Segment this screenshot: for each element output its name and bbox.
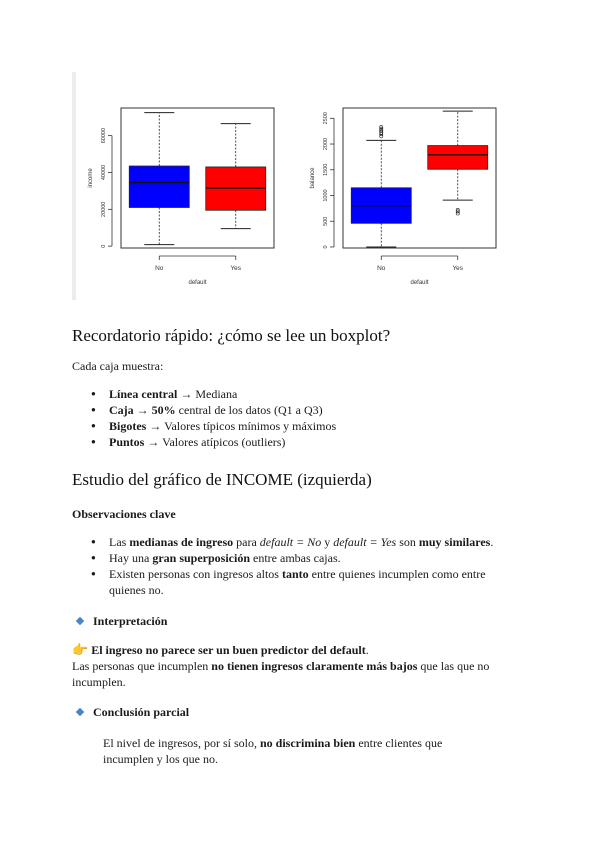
- y-tick-label: 40000: [101, 164, 107, 181]
- observations-title: Observaciones clave: [72, 507, 176, 521]
- x-tick-label: Yes: [452, 265, 464, 272]
- balance-boxplot: [298, 100, 508, 290]
- conclusion-title: Conclusión parcial: [77, 705, 189, 720]
- heading-income-study: Estudio del gráfico de INCOME (izquierda): [72, 470, 372, 489]
- conclusion-body: El nivel de ingresos, por sí solo, no discrimina bien entre clientes que incumplen y los que no.: [103, 736, 443, 766]
- box-no: [129, 166, 189, 207]
- income-boxplot: [76, 100, 286, 290]
- y-tick-label: 0: [101, 244, 107, 248]
- pointing-hand-icon: 👉: [72, 642, 89, 657]
- y-tick-label: 500: [323, 216, 329, 226]
- heading-boxplot-reminder: Recordatorio rápido: ¿cómo se lee un boxplot?: [72, 326, 391, 345]
- y-tick-label: 2500: [323, 112, 329, 125]
- interpretation-title: Interpretación: [77, 614, 167, 629]
- diamond-icon: [76, 617, 84, 625]
- interpretation-lead: 👉 El ingreso no parece ser un buen predictor del default.: [72, 642, 369, 657]
- box-yes: [428, 146, 488, 170]
- x-axis-label: default: [188, 280, 207, 286]
- y-axis-label: balance: [310, 167, 316, 189]
- x-axis-label: default: [410, 280, 429, 286]
- list-item: ● Las medianas de ingreso para default = No y default = Yes son muy similares.: [91, 534, 511, 550]
- boxplot-legend-list: [91, 386, 336, 450]
- list-item: ● Existen personas con ingresos altos tanto entre quienes incumplen como entre quienes no.: [91, 566, 511, 598]
- x-tick-label: No: [155, 265, 164, 272]
- list-item: ● Bigotes → Valores típicos mínimos y máximos: [91, 418, 336, 434]
- list-item: ● Hay una gran superposición entre ambas cajas.: [91, 550, 511, 566]
- y-tick-label: 1500: [323, 163, 329, 176]
- plot-frame: [343, 108, 496, 248]
- list-item: ● Caja → 50% central de los datos (Q1 a Q3): [91, 402, 336, 418]
- observations-list: [91, 534, 511, 598]
- y-tick-label: 2000: [323, 137, 329, 151]
- y-tick-label: 60000: [101, 127, 107, 144]
- y-tick-label: 0: [323, 245, 329, 249]
- x-tick-label: Yes: [230, 265, 242, 272]
- list-item: ● Puntos → Valores atípicos (outliers): [91, 434, 336, 450]
- y-tick-label: 1000: [323, 189, 329, 202]
- intro-text: Cada caja muestra:: [72, 359, 164, 373]
- y-tick-label: 20000: [101, 201, 107, 217]
- x-tick-label: No: [377, 265, 386, 272]
- y-axis-label: income: [88, 168, 94, 188]
- diamond-icon: [76, 708, 84, 716]
- list-item: ● Línea central → Mediana: [91, 386, 336, 402]
- interpretation-body: Las personas que incumplen no tienen ingresos claramente más bajos que las que no incumplen.: [72, 659, 490, 689]
